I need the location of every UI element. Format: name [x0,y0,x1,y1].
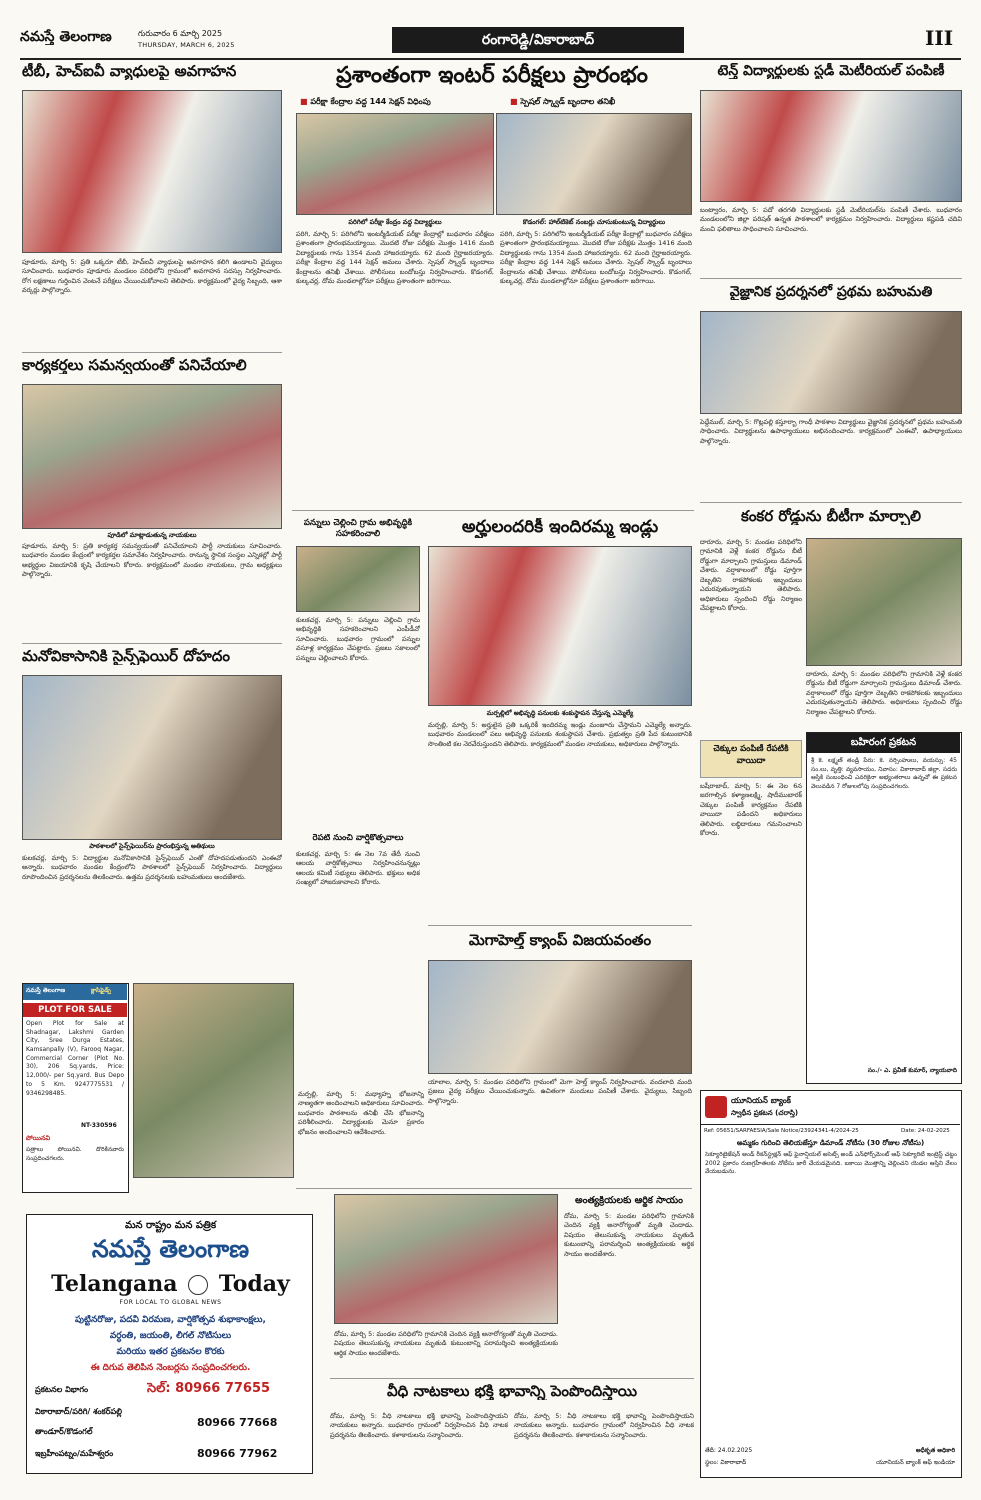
divider [296,1188,692,1189]
divider [700,278,962,279]
lost-title: పోయినవి [26,1134,51,1142]
classified-tag: క్లాసిఫైడ్స్ [91,987,112,994]
bank-place: స్థలం: వికారాబాద్ [705,1459,747,1466]
bank-text: సెక్యూరిటైజేషన్ అండ్ రీకన్‌స్ట్రక్షన్ ఆఫ్ ఫైనాన్షియల్ అసెట్స్ అండ్ ఎన్‌ఫోర్స్‌మెంట్ ఆఫ్ సెక్యూరిటీ ఇంట్రెస్ట్ చట్టం 2002 ప్రకారం రుణగ్రహీతలకు నోటీసు జారీ చేయడమైనది. బకాయి మొత్తాన్ని చెల్లించని యెడల ఆస్తిని వేలం వేయబడును. [705,1151,957,1176]
classified-text: Open Plot for Sale at Shadnagar, Lakshmi Garden City, Sree Durga Estates, Kamsanpally (V), Farooq Nagar, Commercial Corner (Plot No. 30), 206 Sq.yards, Price: 12,000/- per Sq.yard. Bus Depo to 5 Km. 9247775531 / 9346298485. [26,1020,124,1097]
headline-cheques-box [700,740,802,778]
bank-sign: అధీకృత అధికారి [915,1447,955,1454]
emblem-icon [188,1275,208,1295]
promo-place-3: ఇబ్రహీంపట్నం/మహేశ్వరం [35,1449,114,1458]
promo-name-en-2: Today [218,1271,290,1297]
photo-science-prize [700,311,962,414]
divider [22,352,282,353]
photo-study-material [700,90,962,202]
paper-name: నమస్తే తెలంగాణ [20,29,112,45]
article-exams-body: పరిగి, మార్చి 5: పరిగిలోని ఇంటర్మీడియట్ పరీక్షా కేంద్రాల్లో బుధవారం పరీక్షలు ప్రశాంతంగా ప్రారంభమయ్యాయి. మొదటి రోజు పరీక్షకు మొత్తం 1416 మంది విద్యార్థులకు గాను 1354 మంది హాజరయ్యారు. 62 మంది గైర్హాజరయ్యారు. పరీక్షా కేంద్రాల వద్ద 144 సెక్షన్ అమలు చేశారు. స్పెషల్ స్క్వాడ్ బృందాలు కేంద్రాలను తనిఖీ చేశాయి. పోలీసులు బందోబస్తు నిర్వహించారు. కొడంగల్, కుల్కచర్ల, దోమ మండలాల్లోనూ పరీక్షలు ప్రశాంతంగా జరిగాయి. [296,230,494,286]
headline-health-camp: మెగాహెల్త్ క్యాంప్ విజయవంతం [468,932,652,949]
bank-notice-ad [700,1090,962,1478]
caption-science-fair: పాఠశాలలో సైన్స్‌ఫెయిర్‌ను ప్రారంభిస్తున్న అతిథులు [89,842,215,850]
photo-science-fair [22,675,282,840]
divider [330,1378,694,1379]
headline-anniversaries: రేపటి నుంచి వార్షికోత్సవాలు [312,834,404,843]
classified-title: PLOT FOR SALE [23,1003,127,1017]
headline-tb-hiv: టీబీ, హెచ్ఐవీ వ్యాధులపై అవగాహన [22,63,237,80]
article-workers-body: పూడూరు, మార్చి 5: ప్రతి కార్యకర్త సమన్వయంతో పనిచేయాలని పార్టీ నాయకులు సూచించారు. బుధవారం మండల కేంద్రంలో కార్యకర్తల సమావేశం నిర్వహించారు. రానున్న స్థానిక సంస్థల ఎన్నికల్లో పార్టీ అభ్యర్థుల విజయానికి కృషి చేయాలని కోరారు. కార్యక్రమంలో మండల నాయకులు, గ్రామ అధ్యక్షులు పాల్గొన్నారు. [22,542,282,579]
article-exams-body-cont: పరిగి, మార్చి 5: పరిగిలోని ఇంటర్మీడియట్ పరీక్షా కేంద్రాల్లో బుధవారం పరీక్షలు ప్రశాంతంగా ప్రారంభమయ్యాయి. మొదటి రోజు పరీక్షకు మొత్తం 1416 మంది విద్యార్థులకు గాను 1354 మంది హాజరయ్యారు. 62 మంది గైర్హాజరయ్యారు. పరీక్షా కేంద్రాల వద్ద 144 సెక్షన్ అమలు చేశారు. స్పెషల్ స్క్వాడ్ బృందాలు కేంద్రాలను తనిఖీ చేశాయి. పోలీసులు బందోబస్తు నిర్వహించారు. కొడంగల్, కుల్కచర్ల, దోమ మండలాల్లోనూ పరీక్షలు ప్రశాంతంగా జరిగాయి. [500,230,692,286]
article-health-camp-body: యాలాల, మార్చి 5: మండల పరిధిలోని గ్రామంలో మెగా హెల్త్ క్యాంప్ నిర్వహించారు. వందలాది మంది ప్రజలు వైద్య పరీక్షలు చేయించుకున్నారు. ఉచితంగా మందులు పంపిణీ చేశారు. వైద్యులు, సిబ్బంది పాల్గొన్నారు. [428,1078,692,1105]
article-study-material-body: బంట్వారం, మార్చి 5: పదో తరగతి విద్యార్థులకు స్టడీ మెటీరియల్‌ను పంపిణీ చేశారు. బుధవారం మండలంలోని జిల్లా పరిషత్ ఉన్నత పాఠశాలలో కార్యక్రమం నిర్వహించారు. విద్యార్థులు కష్టపడి చదివి మంచి ఫలితాలు సాధించాలని సూచించారు. [700,206,962,233]
article-midday-meal-body: మర్పల్లి, మార్చి 5: మధ్యాహ్న భోజనాన్ని నాణ్యతగా అందించాలని అధికారులు సూచించారు. బుధవారం పాఠశాలను తనిఖీ చేసి భోజనాన్ని పరిశీలించారు. విద్యార్థులకు మెనూ ప్రకారం భోజనం అందించాలని ఆదేశించారు. [298,1090,424,1136]
headline-study-material: టెన్త్ విద్యార్థులకు స్టడీ మెటీరియల్ పంపిణీ [717,63,945,79]
bank-title: స్వాధీన ప్రకటన (చరాస్తి) [731,1109,799,1117]
article-anniversaries-body: కులకచర్ల, మార్చి 5: ఈ నెల 7వ తేదీ నుంచి ఆలయ వార్షికోత్సవాలు నిర్వహించనున్నట్లు ఆలయ కమిటీ సభ్యులు తెలిపారు. భక్తులు అధిక సంఖ్యలో హాజరుకావాలని కోరారు. [296,850,420,887]
promo-line-2: వర్ధంతి, జయంతి, లీగల్ నోటీసులు [109,1331,232,1341]
photo-exam-centre-2 [496,113,692,215]
headline-science-prize: వైజ్ఞానిక ప్రదర్శనలో ప్రథమ బహుమతి [729,284,933,300]
promo-phone-2: 80966 77962 [197,1447,278,1460]
photo-midday-meal [133,983,294,1178]
photo-party-meeting [22,384,282,529]
photo-foundation-stone [428,546,692,706]
public-notice-ad [806,732,962,1084]
divider [292,510,694,511]
headline-science-fair: మనోవికాసానికి సైన్స్‌ఫెయిర్ దోహదం [22,648,230,665]
bank-date: తేదీ: 24.02.2025 [705,1447,753,1454]
headline-indiramma: అర్హులందరికీ ఇందిరమ్మ ఇండ్లు [461,518,659,537]
article-gravel-road-body: దారూరు, మార్చి 5: మండల పరిధిలోని గ్రామానికి వెళ్లే కంకర రోడ్డును బీటీ రోడ్డుగా మార్చాలని గ్రామస్తులు డిమాండ్ చేశారు. వర్షాకాలంలో రోడ్డు పూర్తిగా దెబ్బతిని రాకపోకలకు ఇబ్బందులు ఎదురవుతున్నాయని తెలిపారు. అధికారులు స్పందించి రోడ్డు నిర్మాణం చేపట్టాలని కోరారు. [700,538,802,612]
article-cheques-body: బషీరాబాద్, మార్చి 5: ఈ నెల 6న జరగాల్సిన కళ్యాణలక్ష్మి, షాదీముబారక్ చెక్కుల పంపిణీ కార్యక్రమం రేపటికి వాయిదా పడిందని అధికారులు తెలిపారు. లబ్ధిదారులు గమనించాలని కోరారు. [700,782,802,838]
promo-name-te: నమస్తే తెలంగాణ [91,1235,250,1263]
notice-sign: సం./- ఎ. ప్రవీణ్ కుమార్, న్యాయవాది [867,1067,957,1074]
subhead-section-144 [300,97,431,108]
promo-phone-1: 80966 77668 [197,1416,278,1429]
caption-foundation-stone: మర్పల్లిలో అభివృద్ధి పనులకు శంకుస్థాపన చేస్తున్న ఎమ్మెల్యే [486,709,634,717]
photo-tax-collection [296,546,420,612]
promo-name-en [27,1271,313,1297]
date-en: THURSDAY, MARCH 6, 2025 [138,41,235,49]
promo-contact-label: ప్రకటనల విభాగం [35,1385,89,1394]
bank-ref: Ref: 05651/SARFAESIA/Sale Notice/23924341-4/2024-25 [704,1128,859,1134]
lost-text: పత్రాలు పోయినవి. దొరికినవారు సంప్రదించగలరు. [26,1146,124,1162]
bullet-icon: ■ [300,97,311,106]
classified-brand: నమస్తే తెలంగాణ [26,987,66,994]
classified-ad [22,983,129,1193]
subhead-squads [510,97,615,108]
page-number: III [925,26,954,50]
headline-workers: కార్యకర్తలు సమన్వయంతో పనిచేయాలి [22,357,247,374]
classified-ref: NT-330596 [81,1122,117,1129]
section-title: రంగారెడ్డి/వికారాబాద్ [392,27,684,53]
headline-street-plays: వీధి నాటకాలు భక్తి భావాన్ని పెంపొందిస్తాయి [386,1383,638,1400]
bank-subtitle: అమ్మకం గురించి తెలియజేస్తూ డిమాండ్ నోటీసు (30 రోజుల నోటీసు) [736,1139,925,1147]
headline-inter-exams: ప్రశాంతంగా ఇంటర్ పరీక్షలు ప్రారంభం [336,63,648,88]
article-taxes-body: కులకచర్ల, మార్చి 5: పన్నులు చెల్లించి గ్రామ అభివృద్ధికి సహకరించాలని ఎంపీడీవో సూచించారు. బుధవారం గ్రామంలో పన్నుల వసూళ్ల కార్యక్రమం చేపట్టారు. ప్రజలు సకాలంలో పన్నులు చెల్లించాలని కోరారు. [296,616,420,662]
promo-place-2: తాండూర్/కొడంగల్ [35,1427,93,1436]
headline-gravel-road: కంకర రోడ్డును బీటీగా మార్చాలి [741,508,921,525]
photo-exam-centre-1 [296,113,494,215]
bullet-icon: ■ [510,97,521,106]
promo-top: మన రాష్ట్రం మన పత్రిక [124,1220,217,1231]
photo-health-camp-group [428,960,692,1074]
caption-exam-1: పరిగిలో పరీక్షా కేంద్రం వద్ద విద్యార్థులు [348,218,442,226]
article-science-fair-body: కులకచర్ల, మార్చి 5: విద్యార్థుల మనోవికాసానికి సైన్స్‌ఫెయిర్ ఎంతో దోహదపడుతుందని ఎంఈవో అన్నారు. బుధవారం మండల కేంద్రంలోని పాఠశాలలో సైన్స్‌ఫెయిర్ నిర్వహించారు. విద్యార్థులు రూపొందించిన ప్రదర్శనలను తిలకించారు. ఉత్తమ ప్రదర్శనలకు బహుమతులు అందజేశారు. [22,854,282,881]
promo-cell: సెల్: 80966 77655 [147,1381,271,1396]
bank-header [701,1091,960,1125]
subhead-2-text: స్పెషల్ స్క్వాడ్ బృందాల తనిఖీ [520,97,616,106]
article-science-prize-body: పెద్దేముల్, మార్చి 5: గొట్లపల్లి కస్తూర్బా గాంధీ పాఠశాల విద్యార్థులు వైజ్ఞానిక ప్రదర్శనలో ప్రథమ బహుమతి సాధించారు. విద్యార్థులను ఉపాధ్యాయులు అభినందించారు. కార్యక్రమంలో ఎంఈవో, ఉపాధ్యాయులు పాల్గొన్నారు. [700,418,962,445]
headline-cheques: చెక్కుల పంపిణీ రేపటికి వాయిదా [713,744,789,766]
caption-exam-2: కొడంగల్: హాల్‌టికెట్ నంబర్లు చూసుకుంటున్న విద్యార్థులు [522,218,666,226]
divider [428,925,692,926]
article-funeral-aid-body: దోమ, మార్చి 5: మండల పరిధిలోని గ్రామానికి చెందిన వ్యక్తి అనారోగ్యంతో మృతి చెందాడు. విషయం తెలుసుకున్న నాయకులు మృతుడి కుటుంబాన్ని పరామర్శించి అంత్యక్రియలకు ఆర్థిక సాయం అందజేశారు. [564,1212,694,1258]
photo-health-camp [22,90,282,253]
masthead [20,26,963,56]
article-street-plays-body: దోమ, మార్చి 5: వీధి నాటకాలు భక్తి భావాన్ని పెంపొందిస్తాయని నాయకులు అన్నారు. బుధవారం గ్రామంలో నిర్వహించిన వీధి నాటక ప్రదర్శనను తిలకించారు. కళాకారులను సన్మానించారు. [330,1412,508,1439]
notice-title: బహిరంగ ప్రకటన [807,733,960,753]
article-funeral-aid-caption: దోమ, మార్చి 5: మండల పరిధిలోని గ్రామానికి చెందిన వ్యక్తి అనారోగ్యంతో మృతి చెందాడు. విషయం తెలుసుకున్న నాయకులు మృతుడి కుటుంబాన్ని పరామర్శించి అంత్యక్రియలకు ఆర్థిక సాయం అందజేశారు. [334,1330,558,1357]
promo-line-1: పుట్టినరోజు, పదవీ విరమణ, వార్షికోత్సవ శుభాకాంక్షలు, [75,1315,266,1325]
bank-date-top: Date: 24-02-2025 [901,1128,950,1134]
divider [700,502,962,503]
promo-name-en-1: Telangana [51,1271,178,1297]
bank-logo-icon [705,1096,727,1118]
promo-tagline: FOR LOCAL TO GLOBAL NEWS [119,1299,222,1306]
classified-header [23,984,127,1000]
masthead-rule [20,58,961,60]
headline-taxes: పన్నులు చెల్లించి గ్రామ అభివృద్ధికి సహకరించాలి [303,518,413,540]
article-street-plays-body-cont: దోమ, మార్చి 5: వీధి నాటకాలు భక్తి భావాన్ని పెంపొందిస్తాయని నాయకులు అన్నారు. బుధవారం గ్రామంలో నిర్వహించిన వీధి నాటక ప్రదర్శనను తిలకించారు. కళాకారులను సన్మానించారు. [514,1412,694,1439]
article-tb-hiv-body: పూడూరు, మార్చి 5: ప్రతి ఒక్కరూ టీబీ, హెచ్ఐవీ వ్యాధులపై అవగాహన కలిగి ఉండాలని వైద్యులు సూచించారు. బుధవారం పూడూరు మండలం పరిధిలోని గ్రామంలో అవగాహన సదస్సు నిర్వహించారు. రోగ లక్షణాలు గుర్తించిన వెంటనే పరీక్షలు చేయించుకోవాలని తెలిపారు. కార్యక్రమంలో వైద్య సిబ్బంది, ఆశా వర్కర్లు పాల్గొన్నారు. [22,258,282,295]
bank-brand: యూనియన్ బ్యాంక్ [731,1096,791,1105]
photo-gravel-road [806,538,962,666]
promo-line-4: ఈ దిగువ తెలిపిన నెంబర్లను సంప్రదించగలరు. [90,1363,251,1373]
article-gravel-road-body-cont: దారూరు, మార్చి 5: మండల పరిధిలోని గ్రామానికి వెళ్లే కంకర రోడ్డును బీటీ రోడ్డుగా మార్చాలని గ్రామస్తులు డిమాండ్ చేశారు. వర్షాకాలంలో రోడ్డు పూర్తిగా దెబ్బతిని రాకపోకలకు ఇబ్బందులు ఎదురవుతున్నాయని తెలిపారు. అధికారులు స్పందించి రోడ్డు నిర్మాణం చేపట్టాలని కోరారు. [806,670,962,716]
subhead-1-text: పరీక్షా కేంద్రాల వద్ద 144 సెక్షన్ విధింపు [310,97,431,106]
divider [22,643,282,644]
headline-funeral-aid: అంత్యక్రియలకు ఆర్థిక సాయం [575,1196,683,1206]
date-te: గురువారం 6 మార్చి 2025 [138,29,223,38]
photo-funeral-aid [334,1194,558,1324]
promo-line-3: మరియు ఇతర ప్రకటనల కొరకు [116,1347,225,1357]
article-indiramma-body: మర్పల్లి, మార్చి 5: అర్హులైన ప్రతి ఒక్కరికీ ఇందిరమ్మ ఇండ్లు మంజూరు చేస్తామని ఎమ్మెల్యే అన్నారు. బుధవారం మండలంలో పలు అభివృద్ధి పనులకు శంకుస్థాపన చేశారు. ప్రభుత్వం ప్రతి పేద కుటుంబానికి సొంతింటి కల నెరవేరుస్తుందని తెలిపారు. కార్యక్రమంలో మండల నాయకులు, అధికారులు పాల్గొన్నారు. [428,721,692,748]
promo-place-1: వికారాబాద్/పరిగి/ శంకర్‌పల్లి [35,1407,122,1416]
promo-ad [26,1214,313,1474]
bank-branch: యూనియన్ బ్యాంక్ ఆఫ్ ఇండియా [876,1459,955,1466]
caption-party-meeting: పూడిలో మాట్లాడుతున్న నాయకులు [107,531,197,539]
notice-text: శ్రీ కె. లక్ష్మణ్ తండ్రి పేరు: కె. నర్సింహులు, వయస్సు: 45 సం.లు, వృత్తి: వ్యవసాయం, నివాసం: వికారాబాద్ జిల్లా. సదరు ఆస్తికి సంబంధించి ఎవరికైనా అభ్యంతరాలు ఉన్నచో ఈ ప్రకటన వెలువడిన 7 రోజులలోపు సంప్రదించగలరు. [811,757,957,791]
